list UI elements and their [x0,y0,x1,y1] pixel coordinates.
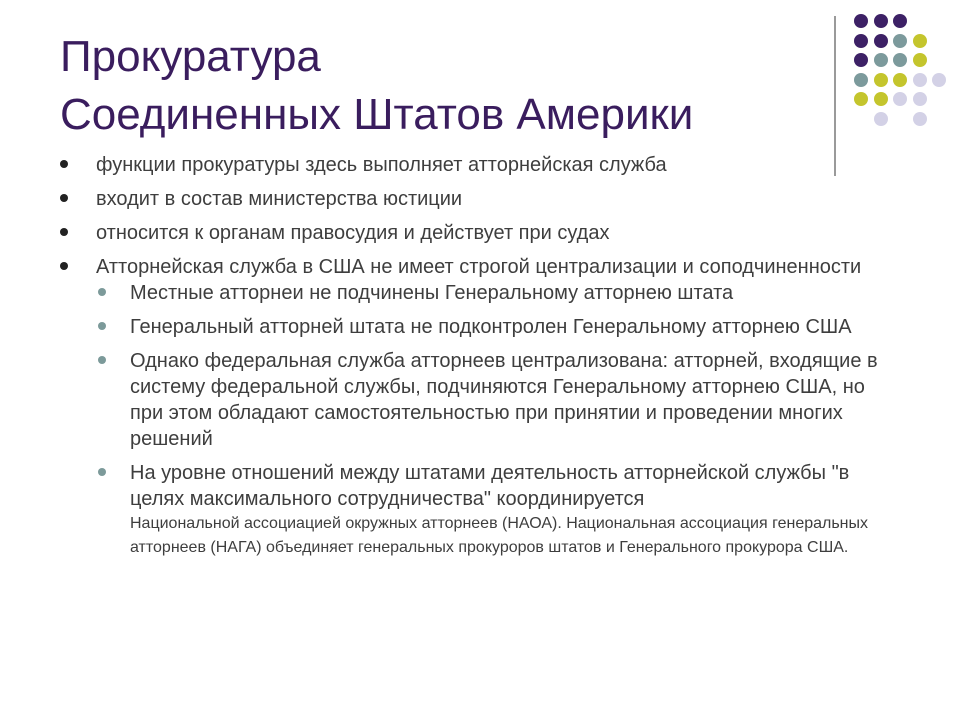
bullet-text: относится к органам правосудия и действует при судах [96,222,610,244]
decorative-dot [893,92,907,106]
sub-bullet-item [60,314,900,340]
decorative-dot [874,34,888,48]
sub-bullet-text: Однако федеральная служба атторнеев централизована: атторней, входящие в систему федеральной службы, подчиняются Генеральному атторнею США, но при этом обладают самостоятельностью при принятии и проведении многих решений [130,350,878,450]
bullet-text: входит в состав министерства юстиции [96,188,463,210]
sub-bullet-list [96,280,900,560]
slide-title-line-1: Прокуратура [60,32,321,81]
decorative-dot [893,34,907,48]
sub-bullet-text: Местные атторнеи не подчинены Генеральному атторнею штата [130,282,734,304]
bullet-text: Атторнейская служба в США не имеет строгой централизации и соподчиненности [96,256,862,278]
bullet-item [60,254,900,560]
slide-title-line-2: Соединенных Штатов Америки [60,90,694,139]
decorative-dot [854,92,868,106]
sub-bullet-item [60,280,900,306]
decorative-dot [913,112,927,126]
decorative-dot [913,34,927,48]
decorative-dot [854,34,868,48]
decorative-dot [874,53,888,67]
decorative-dot [854,53,868,67]
bullet-item [60,186,900,212]
bullet-text: функции прокуратуры здесь выполняет атторнейская служба [96,154,667,176]
decorative-dot [874,112,888,126]
sub-bullet-text: Генеральный атторней штата не подконтролен Генеральному атторнею США [130,316,852,338]
decorative-dot [913,92,927,106]
sub-bullet-small-text: Национальной ассоциацией окружных атторнеев (НАОА). Национальная ассоциация генеральных атторнеев (НАГА) объединяет генеральных прокуроров штатов и Генерального прокурора США. [130,515,869,556]
decorative-dot [893,14,907,28]
sub-bullet-text: На уровне отношений между штатами деятельность атторнейской службы "в целях максимального сотрудничества" координируется [130,462,850,510]
decorative-dot [874,73,888,87]
decorative-dot [874,14,888,28]
decorative-dot [854,73,868,87]
decorative-dot [854,14,868,28]
decorative-dot [913,73,927,87]
sub-bullet-item [60,460,900,560]
bullet-item [60,152,900,178]
sub-bullet-item [60,348,900,452]
decorative-dot [893,73,907,87]
bullet-list [60,152,900,560]
decorative-dot [913,53,927,67]
slide-body [60,148,900,568]
decorative-dot [893,53,907,67]
decorative-dot [932,73,946,87]
bullet-item [60,220,900,246]
decorative-dot [874,92,888,106]
